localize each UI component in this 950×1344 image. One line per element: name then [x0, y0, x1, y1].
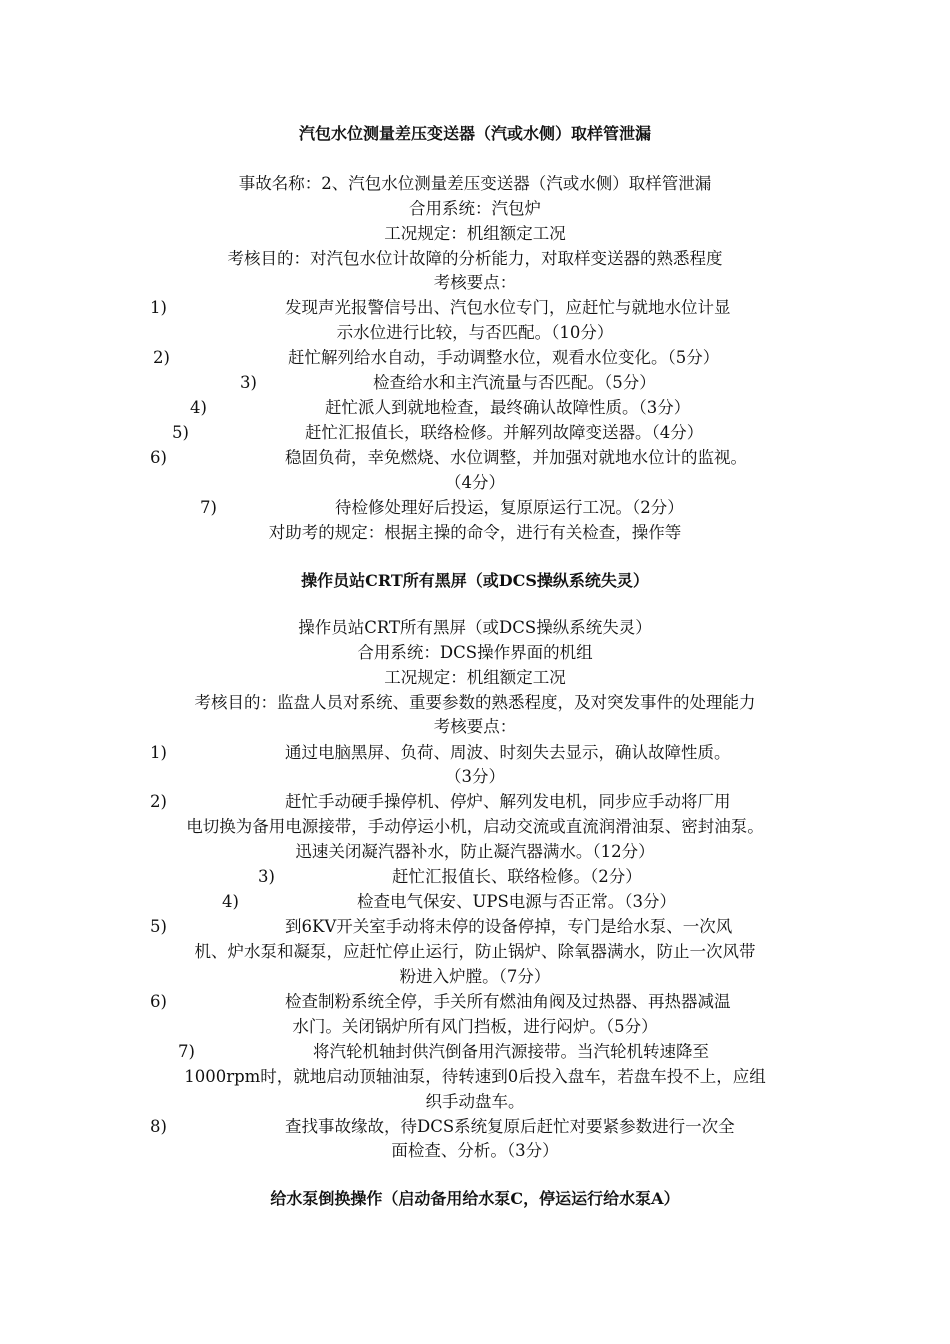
item-text-cont: 粉进入炉膛。（7分）	[399, 967, 551, 986]
item-number: 6)	[150, 992, 167, 1011]
item-text: 查找事故缘故，待DCS系统复原后赶忙对要紧参数进行一次全	[285, 1117, 735, 1136]
assistant-rule: 对助考的规定：根据主操的命令，进行有关检查，操作等	[268, 523, 682, 542]
item-text-cont: （4分）	[445, 473, 505, 492]
item-text: 待检修处理好后投运，复原原运行工况。（2分）	[335, 498, 684, 517]
item-text: 检查给水和主汽流量与否匹配。（5分）	[373, 373, 656, 392]
item-text: 稳固负荷，幸免燃烧、水位调整，并加强对就地水位计的监视。	[285, 448, 747, 467]
section-title: 操作员站CRT所有黑屏（或DCS操纵系统失灵）	[301, 571, 649, 590]
item-text: 赶忙汇报值长，联络检修。并解列故障变送器。（4分）	[305, 423, 704, 442]
item-text-cont: 示水位进行比较，与否匹配。（10分）	[336, 323, 614, 342]
item-text: 赶忙解列给水自动，手动调整水位，观看水位变化。（5分）	[288, 348, 720, 367]
section-title: 给水泵倒换操作（启动备用给水泵C，停运运行给水泵A）	[270, 1189, 680, 1208]
item-number: 2)	[153, 348, 170, 367]
item-text: 检查电气保安、UPS电源与否正常。（3分）	[357, 892, 677, 911]
applicable-system: 合用系统：DCS操作界面的机组	[357, 643, 593, 662]
exam-purpose: 考核目的：对汽包水位计故障的分析能力，对取样变送器的熟悉程度	[227, 249, 723, 268]
item-number: 5)	[172, 423, 189, 442]
exam-purpose: 考核目的：监盘人员对系统、重要参数的熟悉程度，及对突发事件的处理能力	[194, 693, 756, 712]
item-text-cont: 水门。关闭锅炉所有风门挡板，进行闷炉。（5分）	[292, 1017, 658, 1036]
item-text: 赶忙汇报值长、联络检修。（2分）	[392, 867, 642, 886]
accident-name: 操作员站CRT所有黑屏（或DCS操纵系统失灵）	[298, 618, 652, 637]
item-number: 5)	[150, 917, 167, 936]
item-number: 1)	[150, 743, 167, 762]
item-number: 8)	[150, 1117, 167, 1136]
exam-points-heading: 考核要点：	[433, 273, 517, 292]
accident-name: 事故名称：2、汽包水位测量差压变送器（汽或水侧）取样管泄漏	[238, 174, 712, 193]
item-text-cont: （3分）	[445, 767, 505, 786]
item-text: 将汽轮机轴封供汽倒备用汽源接带。当汽轮机转速降至	[313, 1042, 709, 1061]
item-text-cont: 电切换为备用电源接带，手动停运小机，启动交流或直流润滑油泵、密封油泵。	[186, 817, 764, 836]
item-number: 7)	[178, 1042, 195, 1061]
item-text: 赶忙手动硬手操停机、停炉、解列发电机，同步应手动将厂用	[285, 792, 731, 811]
section-title: 汽包水位测量差压变送器（汽或水侧）取样管泄漏	[298, 124, 651, 143]
item-number: 4)	[222, 892, 239, 911]
item-text: 赶忙派人到就地检查，最终确认故障性质。（3分）	[325, 398, 691, 417]
item-number: 1)	[150, 298, 167, 317]
work-condition: 工况规定：机组额定工况	[384, 668, 566, 687]
item-number: 2)	[150, 792, 167, 811]
item-number: 4)	[190, 398, 207, 417]
item-text-cont: 织手动盘车。	[425, 1092, 525, 1111]
item-text: 到6KV开关室手动将未停的设备停掉，专门是给水泵、一次风	[285, 917, 733, 936]
applicable-system: 合用系统：汽包炉	[409, 199, 541, 218]
item-number: 3)	[240, 373, 257, 392]
item-text: 检查制粉系统全停，手关所有燃油角阀及过热器、再热器减温	[285, 992, 731, 1011]
item-number: 7)	[200, 498, 217, 517]
item-text-cont: 机、炉水泵和凝泵，应赶忙停止运行，防止锅炉、除氧器满水，防止一次风带	[194, 942, 756, 961]
item-number: 3)	[258, 867, 275, 886]
item-text-cont: 迅速关闭凝汽器补水，防止凝汽器满水。（12分）	[295, 842, 655, 861]
exam-points-heading: 考核要点：	[433, 717, 517, 736]
item-number: 6)	[150, 448, 167, 467]
item-text: 通过电脑黑屏、负荷、周波、时刻失去显示，确认故障性质。	[285, 743, 731, 762]
work-condition: 工况规定：机组额定工况	[384, 224, 566, 243]
item-text-cont: 面检查、分析。（3分）	[391, 1141, 559, 1160]
item-text: 发现声光报警信号出、汽包水位专门，应赶忙与就地水位计显	[285, 298, 731, 317]
item-text-cont: 1000rpm时，就地启动顶轴油泵，待转速到0后投入盘车，若盘车投不上，应组	[184, 1067, 766, 1086]
